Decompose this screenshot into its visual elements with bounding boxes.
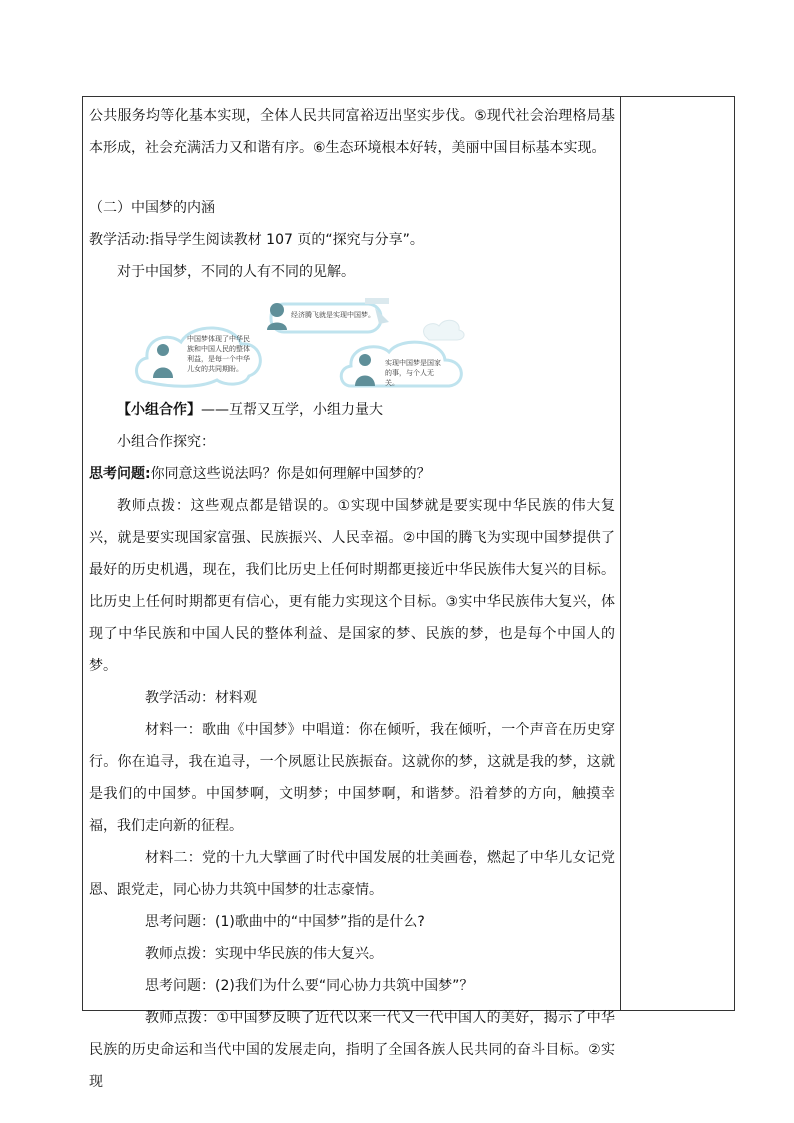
question-label: 思考问题: [89,466,151,482]
teacher-guidance-1: 教师点拨：这些观点都是错误的。①实现中国梦就是要实现中华民族的伟大复兴，就是要实现国家富强、民族振兴、人民幸福。②中国的腾飞为实现中国梦提供了最好的历史机遇，现在，我们比历史上任何时期都更接近中华民族伟大复兴的目标。比历史上任何时期都更有信心，更有能力实现这个目标。③实中华民族伟大复兴，体现了中华民族和中国人民的整体利益、是国家的梦、民族的梦，也是每个中国人的梦。 [89,498,615,674]
group-explore: 小组合作探究： [117,434,215,450]
question-two: 思考问题：(2)我们为什么要“同心协力共筑中国梦”？ [145,978,474,994]
paragraph-goals: 公共服务均等化基本实现，全体人民共同富裕迈出坚实步伐。⑤现代社会治理格局基本形成，社会充满活力又和谐有序。⑥生态环境根本好转，美丽中国目标基本实现。 [89,108,615,156]
cloud-bubbles-graphic [89,294,615,390]
answer-two: 教师点拨：①中国梦反映了近代以来一代又一代中国人的美好，揭示了中华民族的历史命运和当代中国的发展走向，指明了全国各族人民共同的奋斗目标。②实现 [89,1010,615,1090]
bubble-middle-text: 经济腾飞就是实现中国梦。 [291,311,375,319]
bubble-right-text: 实现中国梦是国家的事，与个人无关。 [385,359,441,387]
table-column-divider [620,96,621,1011]
lesson-content [89,100,615,1098]
material-two: 材料二：党的十九大擘画了时代中国发展的壮美画卷，燃起了中华儿女记党恩、跟党走，同心协力共筑中国梦的壮志豪情。 [89,850,615,898]
bubble-left-text: 中国梦体现了中华民族和中国人民的整体利益，是每一个中华儿女的共同期盼。 [187,335,250,373]
material-one: 材料一：歌曲《中国梦》中唱道：你在倾听，我在倾听，一个声音在历史穿行。你在追寻，我在追寻，一个夙愿让民族振奋。这就你的梦，这就是我的梦，这就是我们的中国梦。中国梦啊，文明梦；中国梦啊，和谐梦。沿着梦的方向，触摸幸福，我们走向新的征程。 [89,722,615,834]
question-one: 思考问题：(1)歌曲中的“中国梦”指的是什么? [145,914,425,930]
group-work-slogan: ——互帮又互学，小组力量大 [201,402,383,418]
group-work-line [89,394,615,426]
question-line [89,458,615,490]
teaching-activity: 教学活动:指导学生阅读教材 107 页的“探究与分享”。 [89,232,424,248]
intro-text: 对于中国梦，不同的人有不同的见解。 [117,264,355,280]
question-text: 你同意这些说法吗？你是如何理解中国梦的？ [150,466,431,482]
answer-one: 教师点拨：实现中华民族的伟大复兴。 [145,946,383,962]
group-work-label: 【小组合作】 [117,402,201,418]
opinions-illustration [89,294,615,390]
teaching-activity-2: 教学活动：材料观 [145,690,257,706]
section-title: （二）中国梦的内涵 [89,200,215,216]
